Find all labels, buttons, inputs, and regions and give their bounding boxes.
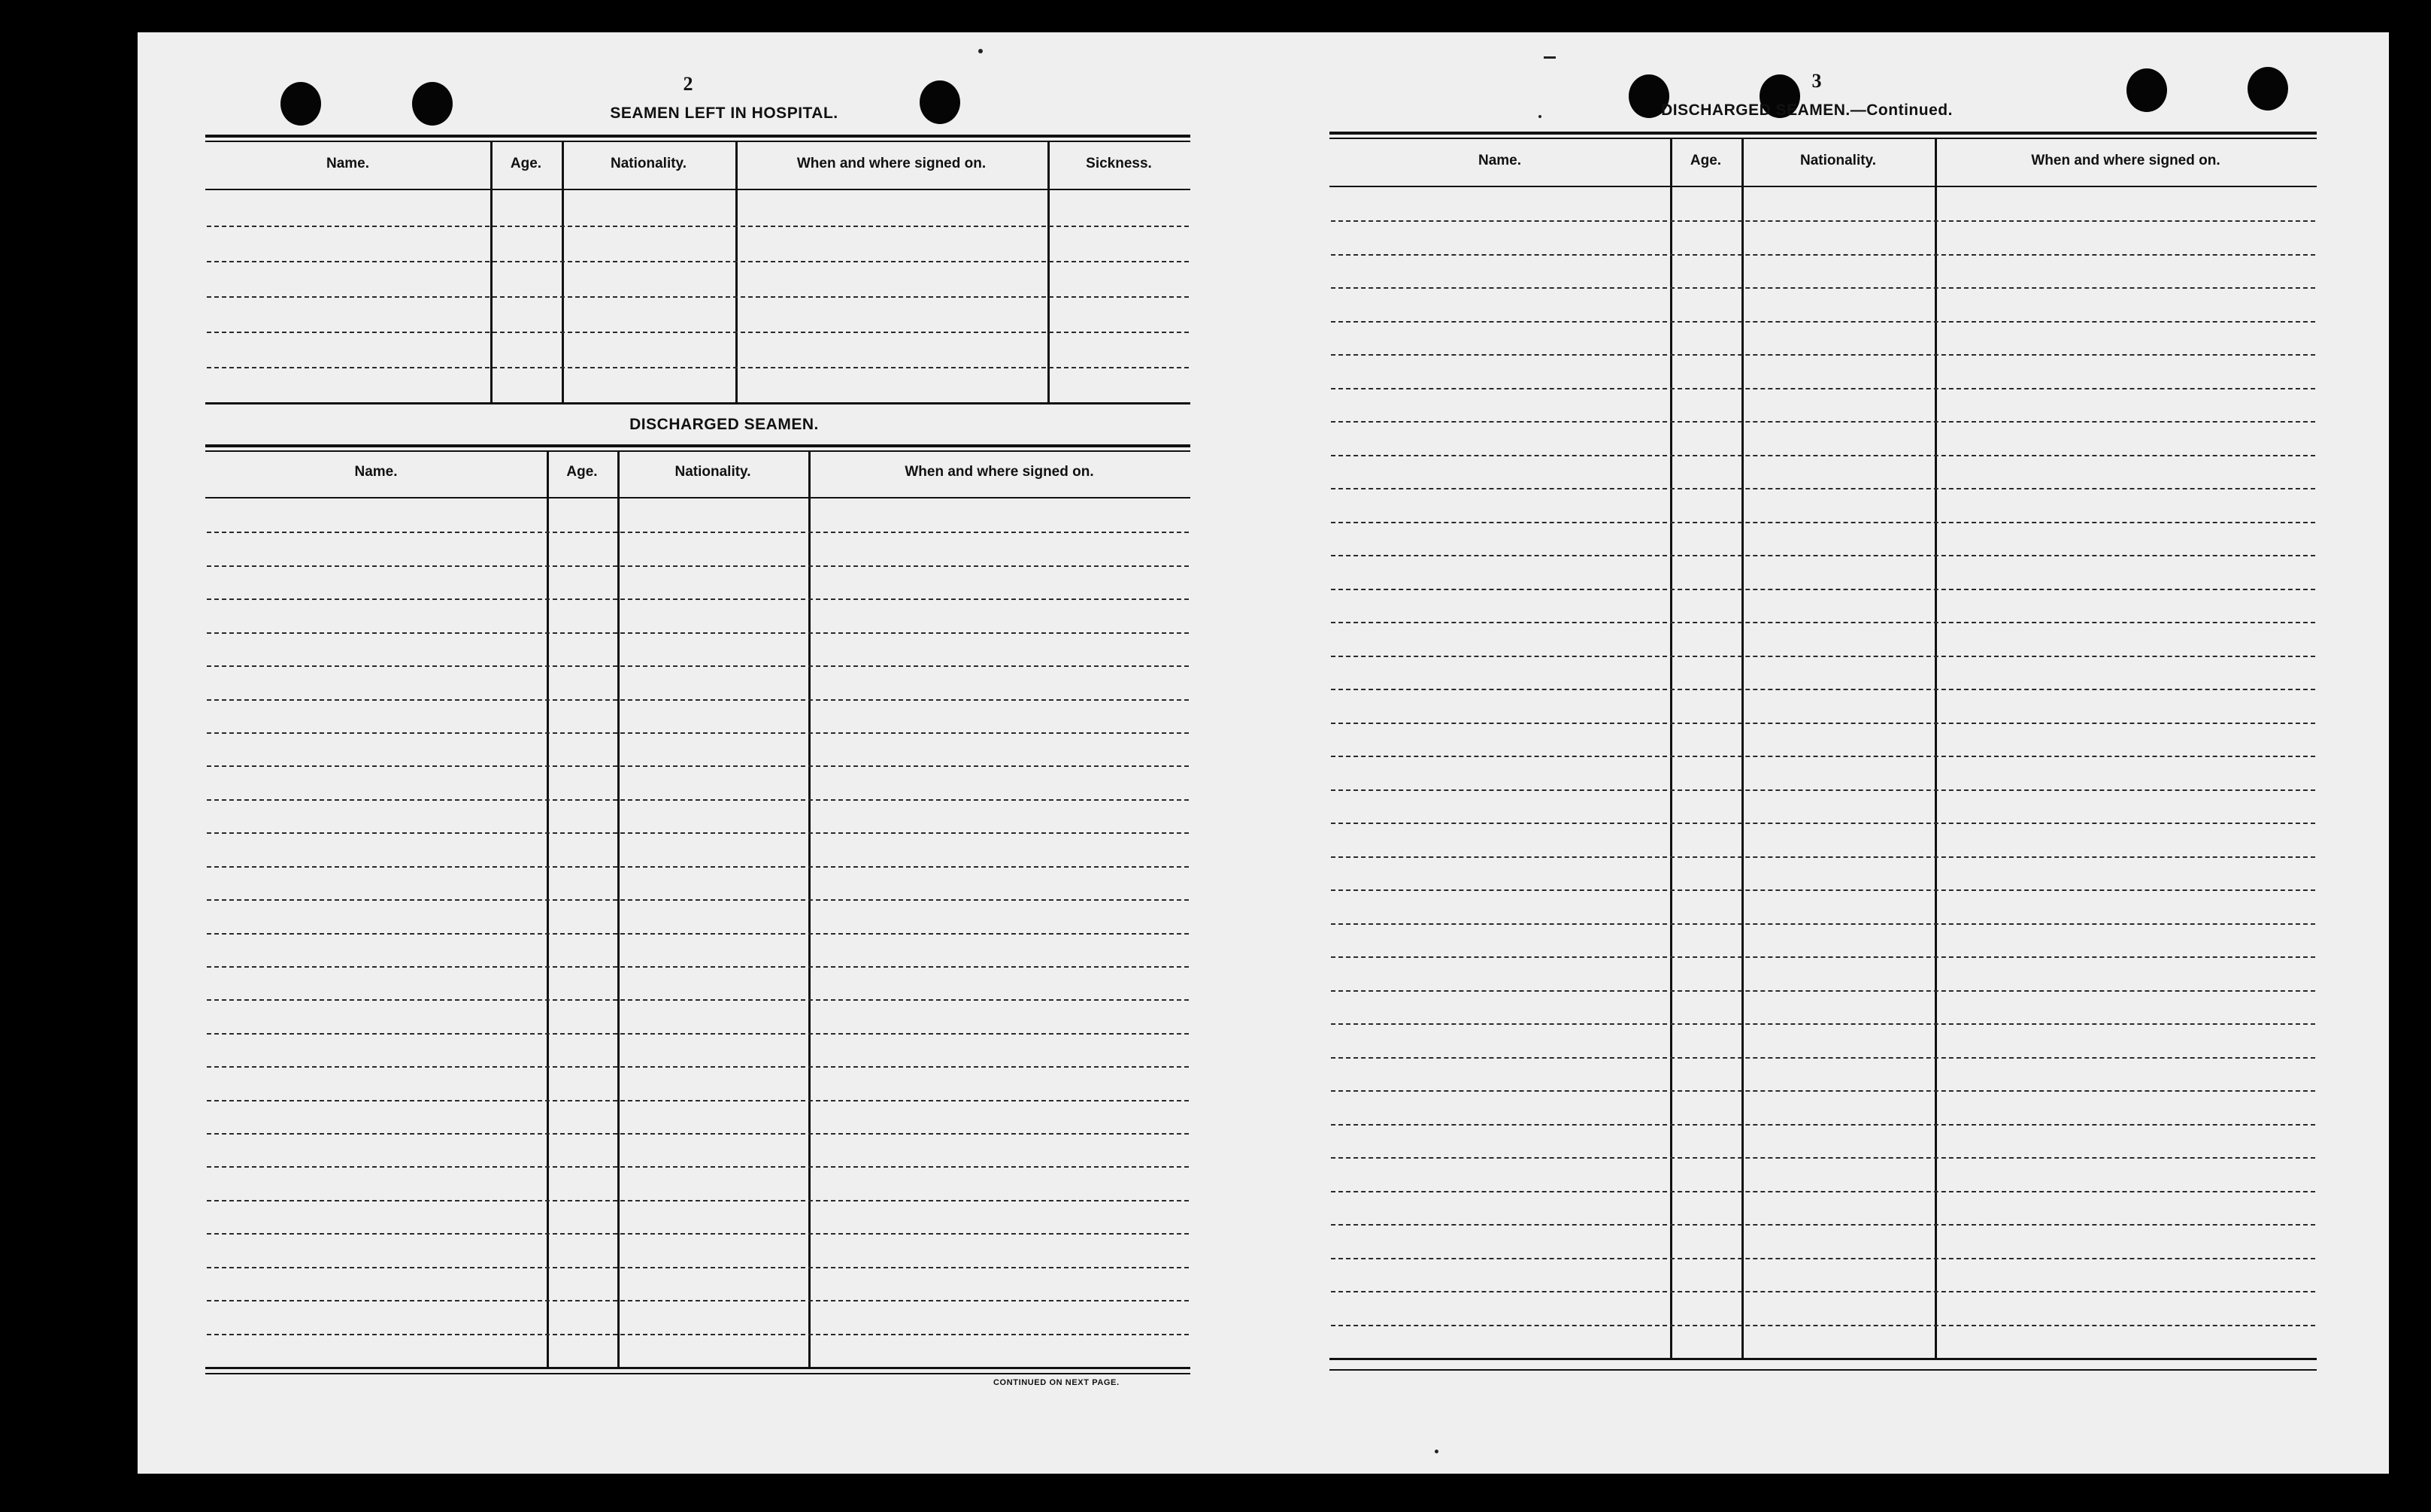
continued-footer: CONTINUED ON NEXT PAGE.: [993, 1378, 1120, 1387]
table-row-line: [1331, 789, 2315, 791]
table-row-line: [207, 367, 1189, 368]
table-row-line: [1331, 1191, 2315, 1192]
table-row-line: [1331, 956, 2315, 958]
table-row-line: [1331, 455, 2315, 456]
table-row-line: [1331, 1325, 2315, 1326]
table-row-line: [207, 632, 1189, 634]
table-row-line: [1331, 656, 2315, 657]
table-row-line: [1331, 1157, 2315, 1159]
table-row-line: [1331, 1224, 2315, 1226]
right-page-number: 3: [1811, 70, 1822, 92]
hospital-col-age: Age.: [510, 156, 542, 171]
hospital-header-rule: [205, 189, 1190, 190]
hospital-bottom-rule: [205, 402, 1190, 405]
table-row-line: [207, 1066, 1189, 1068]
table-row-line: [1331, 689, 2315, 690]
hospital-col-nationality: Nationality.: [611, 156, 687, 171]
discharged-section-title: DISCHARGED SEAMEN.: [629, 416, 819, 433]
right-col-nationality: Nationality.: [1800, 153, 1876, 168]
table-row-line: [207, 1133, 1189, 1135]
ink-speck: [1544, 56, 1556, 59]
table-row-line: [207, 261, 1189, 262]
discharged-header-rule: [205, 497, 1190, 498]
left-page-number: 2: [683, 73, 693, 95]
discharged-bottom-rule-thin: [205, 1373, 1190, 1374]
table-row-line: [1331, 421, 2315, 423]
discharged-col-age: Age.: [566, 464, 598, 480]
hospital-col-divider: [735, 142, 738, 402]
table-row-line: [1331, 1023, 2315, 1025]
right-col-signed-on: When and where signed on.: [2031, 153, 2220, 168]
table-row-line: [1331, 856, 2315, 858]
table-row-line: [1331, 723, 2315, 724]
ink-speck: [978, 49, 983, 53]
table-row-line: [207, 226, 1189, 227]
right-col-age: Age.: [1690, 153, 1722, 168]
table-row-line: [1331, 823, 2315, 824]
table-row-line: [207, 565, 1189, 567]
table-row-line: [207, 999, 1189, 1001]
table-row-line: [207, 732, 1189, 734]
table-row-line: [1331, 1090, 2315, 1092]
table-row-line: [1331, 1258, 2315, 1259]
table-row-line: [1331, 287, 2315, 289]
hospital-section-title: SEAMEN LEFT IN HOSPITAL.: [610, 105, 838, 122]
table-row-line: [1331, 522, 2315, 523]
table-row-line: [207, 1033, 1189, 1035]
table-row-line: [207, 532, 1189, 533]
table-row-line: [1331, 1124, 2315, 1126]
right-col-name: Name.: [1478, 153, 1522, 168]
hospital-col-divider: [1047, 142, 1050, 402]
discharged-col-divider: [617, 452, 620, 1367]
table-row-line: [207, 799, 1189, 801]
table-row-line: [207, 832, 1189, 834]
table-row-line: [1331, 889, 2315, 891]
table-row-line: [207, 665, 1189, 667]
hospital-col-signed-on: When and where signed on.: [796, 156, 987, 171]
table-row-line: [1331, 488, 2315, 489]
table-row-line: [1331, 990, 2315, 992]
discharged-col-name: Name.: [354, 464, 398, 480]
table-row-line: [1331, 354, 2315, 356]
punch-hole: [920, 80, 960, 124]
discharged-col-divider: [547, 452, 549, 1367]
punch-hole: [2126, 68, 2167, 112]
table-row-line: [1331, 220, 2315, 222]
table-row-line: [207, 866, 1189, 868]
table-row-line: [207, 598, 1189, 600]
discharged-col-divider: [808, 452, 811, 1367]
right-header-rule: [1329, 186, 2317, 187]
right-bottom-rule-thin: [1329, 1369, 2317, 1371]
table-row-line: [1331, 254, 2315, 256]
punch-hole: [412, 82, 453, 126]
table-row-line: [207, 1166, 1189, 1168]
hospital-col-name: Name.: [326, 156, 370, 171]
table-row-line: [207, 1334, 1189, 1335]
table-row-line: [1331, 555, 2315, 556]
table-row-line: [207, 1100, 1189, 1101]
table-row-line: [207, 296, 1189, 298]
ink-speck: [1538, 115, 1541, 118]
hospital-top-rule-thin: [205, 141, 1190, 142]
punch-hole: [280, 82, 321, 126]
table-row-line: [207, 1200, 1189, 1201]
table-row-line: [1331, 388, 2315, 389]
table-row-line: [207, 966, 1189, 968]
table-row-line: [1331, 321, 2315, 323]
table-row-line: [1331, 1057, 2315, 1059]
table-row-line: [207, 332, 1189, 333]
document-sheet: [138, 32, 2389, 1474]
table-row-line: [1331, 923, 2315, 925]
hospital-col-divider: [562, 142, 564, 402]
table-row-line: [207, 933, 1189, 935]
table-row-line: [1331, 756, 2315, 757]
discharged-top-rule-thin: [205, 450, 1190, 452]
table-row-line: [1331, 1291, 2315, 1292]
ink-speck: [1435, 1450, 1438, 1453]
right-top-rule-thin: [1329, 138, 2317, 139]
table-row-line: [207, 699, 1189, 701]
table-row-line: [1331, 589, 2315, 590]
table-row-line: [207, 1267, 1189, 1268]
table-row-line: [207, 1300, 1189, 1301]
discharged-continued-title: DISCHARGED SEAMEN.—Continued.: [1661, 102, 1953, 119]
table-row-line: [207, 765, 1189, 767]
discharged-col-nationality: Nationality.: [674, 464, 751, 480]
table-row-line: [207, 899, 1189, 901]
discharged-col-signed-on: When and where signed on.: [905, 464, 1094, 480]
table-row-line: [207, 1233, 1189, 1235]
discharged-bottom-rule: [205, 1367, 1190, 1369]
hospital-top-rule: [205, 135, 1190, 138]
punch-hole: [2248, 67, 2288, 111]
hospital-col-sickness: Sickness.: [1086, 156, 1152, 171]
hospital-col-divider: [490, 142, 493, 402]
table-row-line: [1331, 622, 2315, 623]
right-top-rule: [1329, 132, 2317, 135]
discharged-top-rule: [205, 444, 1190, 447]
right-bottom-rule: [1329, 1358, 2317, 1360]
